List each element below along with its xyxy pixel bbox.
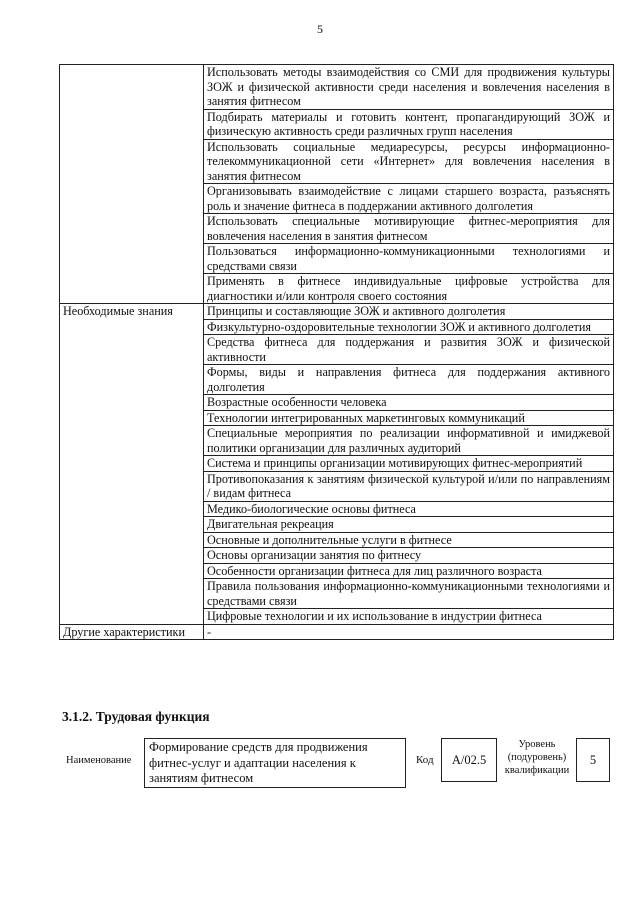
- row-item: -: [204, 624, 614, 640]
- row-item: Правила пользования информационно-коммуникационными технологиями и средствами связи: [204, 579, 614, 609]
- section-title: 3.1.2. Трудовая функция: [62, 709, 210, 724]
- row-item: Использовать специальные мотивирующие фитнес-мероприятия для вовлечения населения в занятия фитнесом: [204, 214, 614, 244]
- row-item: Пользоваться информационно-коммуникационными технологиями и средствами связи: [204, 244, 614, 274]
- row-item: Возрастные особенности человека: [204, 395, 614, 411]
- level-label: Уровень (подуровень) квалификации: [504, 739, 570, 776]
- row-item: Организовывать взаимодействие с лицами старшего возраста, разъяснять роль и значение фитнеса в поддержании активного долголетия: [204, 184, 614, 214]
- name-label: Наименование: [66, 755, 132, 766]
- row-item: Противопоказания к занятиям физической культурой и/или по направлениям / видам фитнеса: [204, 471, 614, 501]
- row-item: Система и принципы организации мотивирующих фитнес-мероприятий: [204, 456, 614, 472]
- row-item: Технологии интегрированных маркетинговых коммуникаций: [204, 410, 614, 426]
- row-label: Необходимые знания: [60, 304, 204, 625]
- row-item: Использовать социальные медиаресурсы, ресурсы информационно-телекоммуникационной сети «Интернет» для вовлечения населения в занятия фитнесом: [204, 139, 614, 184]
- skill-row: [60, 65, 614, 110]
- row-item: Принципы и составляющие ЗОЖ и активного долголетия: [204, 304, 614, 320]
- labor-function-header: [62, 738, 622, 790]
- code-value: А/02.5: [441, 738, 497, 782]
- other-row: [60, 624, 614, 640]
- name-value: Формирование средств для продвижения фитнес-услуг и адаптации населения к занятиям фитнесом: [144, 738, 406, 788]
- row-item: Особенности организации фитнеса для лиц различного возраста: [204, 563, 614, 579]
- row-item: Средства фитнеса для поддержания и развития ЗОЖ и физической активности: [204, 335, 614, 365]
- row-item: Специальные мероприятия по реализации информативной и имиджевой политики организации для различных аудиторий: [204, 426, 614, 456]
- row-item: Использовать методы взаимодействия со СМИ для продвижения культуры ЗОЖ и физической активности среди населения и вовлечения населения в занятия фитнесом: [204, 65, 614, 110]
- row-item: Двигательная рекреация: [204, 517, 614, 533]
- row-item: Подбирать материалы и готовить контент, пропагандирующий ЗОЖ и физическую активность среди различных групп населения: [204, 109, 614, 139]
- row-item: Физкультурно-оздоровительные технологии ЗОЖ и активного долголетия: [204, 319, 614, 335]
- row-item: Формы, виды и направления фитнеса для поддержания активного долголетия: [204, 365, 614, 395]
- row-item: Цифровые технологии и их использование в индустрии фитнеса: [204, 609, 614, 625]
- row-label: [60, 65, 204, 304]
- level-value: 5: [576, 738, 610, 782]
- knowledge-row: [60, 304, 614, 320]
- row-item: Медико-биологические основы фитнеса: [204, 501, 614, 517]
- page-number: 5: [317, 22, 323, 36]
- row-item: Основные и дополнительные услуги в фитнесе: [204, 532, 614, 548]
- row-label: Другие характеристики: [60, 624, 204, 640]
- row-item: Основы организации занятия по фитнесу: [204, 548, 614, 564]
- labor-function-table: [59, 64, 614, 640]
- code-label: Код: [416, 754, 434, 766]
- row-item: Применять в фитнесе индивидуальные цифровые устройства для диагностики и/или контроля своего состояния: [204, 274, 614, 304]
